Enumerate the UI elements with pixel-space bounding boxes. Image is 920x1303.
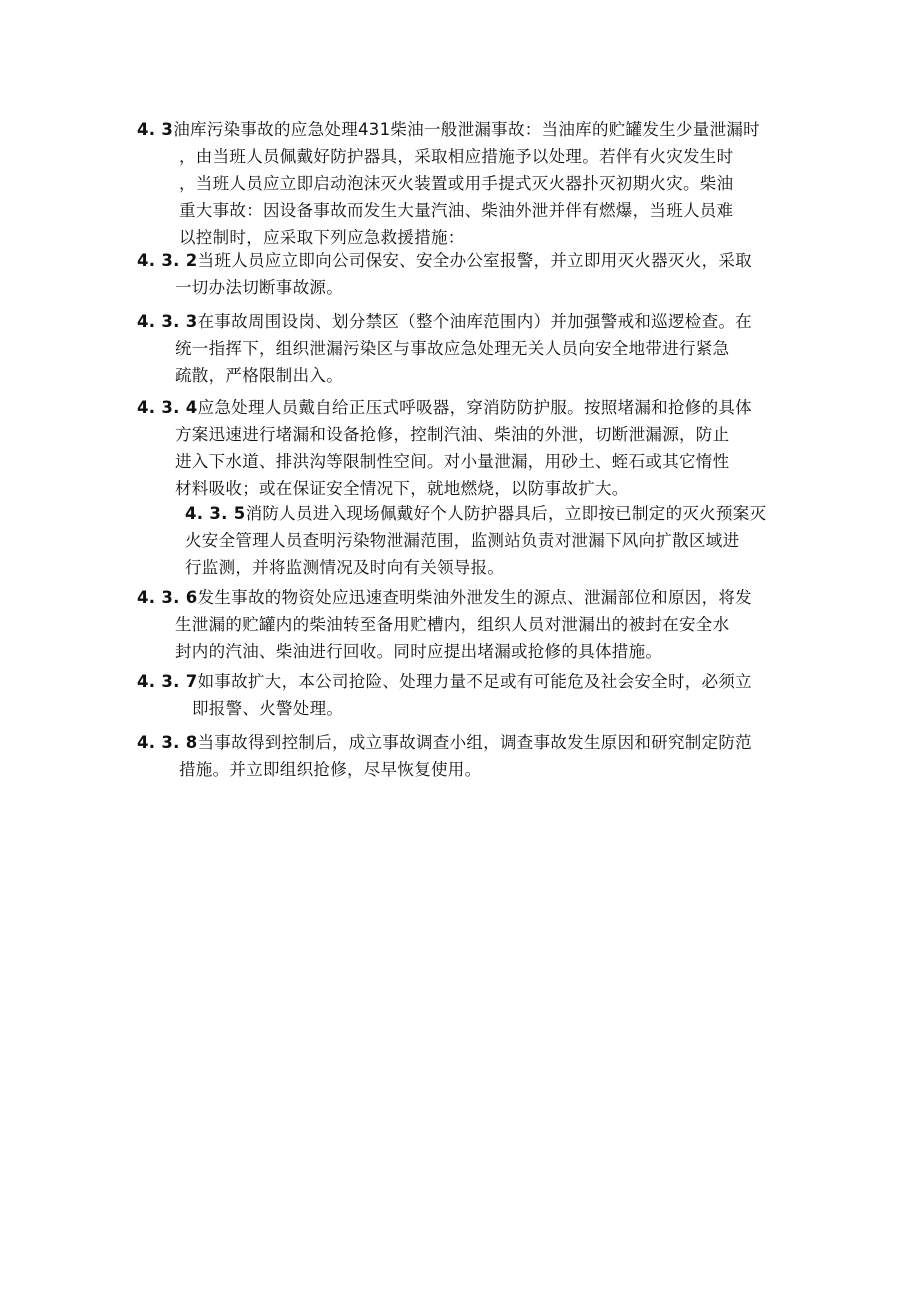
paragraph-line [137,448,752,475]
section-number: 4. 3. 8 [137,733,198,752]
paragraph-text: 疏散，严格限制出入。 [175,366,343,385]
section-number: 4. 3. 2 [137,251,198,270]
section-number: 4. 3. 6 [137,588,198,607]
section-number: 4. 3. 4 [137,398,198,417]
paragraph-line [137,638,752,665]
paragraph-line [137,362,752,389]
paragraph-line [137,394,752,421]
paragraph-line [137,170,760,197]
paragraph-4-3-6 [137,584,752,665]
paragraph-text: 发生事故的物资处应迅速查明柴油外泄发生的源点、泄漏部位和原因，将发 [197,588,752,607]
paragraph-line [137,335,752,362]
paragraph-line [137,274,752,301]
paragraph-text: 方案迅速进行堵漏和设备抢修，控制汽油、柴油的外泄，切断泄漏源，防止 [175,425,730,444]
paragraph-4-3-7 [137,668,752,722]
paragraph-text: 封内的汽油、柴油进行回收。同时应提出堵漏或抢修的具体措施。 [175,642,663,661]
section-number: 4. 3. 5 [185,504,246,523]
paragraph-text: 消防人员进入现场佩戴好个人防护器具后，立即按已制定的灭火预案灭 [245,504,767,523]
paragraph-line [185,554,766,581]
paragraph-text: 重大事故：因设备事故而发生大量汽油、柴油外泄并伴有燃爆，当班人员难 [179,201,734,220]
paragraph-text: 进入下水道、排洪沟等限制性空间。对小量泄漏，用砂土、蛭石或其它惰性 [175,452,730,471]
paragraph-text: 火安全管理人员查明污染物泄漏范围，监测站负责对泄漏下风向扩散区域进 [185,531,740,550]
paragraph-text: 统一指挥下，组织泄漏污染区与事故应急处理无关人员向安全地带进行紧急 [175,339,730,358]
section-number: 4. 3 [137,120,174,139]
paragraph-line [137,584,752,611]
paragraph-line [137,197,760,224]
paragraph-line [137,421,752,448]
paragraph-line [137,695,752,722]
paragraph-4-3-8 [137,729,752,783]
section-number: 4. 3. 3 [137,312,198,331]
paragraph-4-3-5 [185,500,766,581]
paragraph-text: 油库污染事故的应急处理431柴油一般泄漏事故：当油库的贮罐发生少量泄漏时 [173,120,760,139]
paragraph-line [137,611,752,638]
paragraph-line [137,475,752,502]
paragraph-line [185,500,766,527]
paragraph-text: 材料吸收；或在保证安全情况下，就地燃烧，以防事故扩大。 [175,479,629,498]
paragraph-text: 当事故得到控制后，成立事故调查小组，调查事故发生原因和研究制定防范 [197,733,752,752]
paragraph-text: 在事故周围设岗、划分禁区（整个油库范围内）并加强警戒和巡逻检查。在 [197,312,752,331]
paragraph-text: 行监测，并将监测情况及时向有关领导报。 [185,558,505,577]
paragraph-text: ，当班人员应立即启动泡沫灭火装置或用手提式灭火器扑灭初期火灾。柴油 [179,174,734,193]
paragraph-line [137,668,752,695]
paragraph-text: 以控制时，应采取下列应急救援措施： [179,228,465,247]
paragraph-text: 措施。并立即组织抢修，尽早恢复使用。 [179,760,482,779]
paragraph-4-3-4 [137,394,752,502]
paragraph-4-3-2 [137,247,752,301]
paragraph-4-3 [137,116,760,251]
paragraph-line [137,756,752,783]
paragraph-text: 如事故扩大，本公司抢险、处理力量不足或有可能危及社会安全时，必须立 [197,672,752,691]
paragraph-line [137,116,760,143]
paragraph-text: 生泄漏的贮罐内的柴油转至备用贮槽内，组织人员对泄漏出的被封在安全水 [175,615,730,634]
paragraph-line [185,527,766,554]
paragraph-line [137,308,752,335]
paragraph-line [137,729,752,756]
paragraph-4-3-3 [137,308,752,389]
paragraph-text: 一切办法切断事故源。 [175,278,343,297]
paragraph-text: 即报警、火警处理。 [192,699,344,718]
paragraph-text: 当班人员应立即向公司保安、安全办公室报警，并立即用灭火器灭火，采取 [197,251,752,270]
section-number: 4. 3. 7 [137,672,198,691]
paragraph-line [137,143,760,170]
paragraph-text: ，由当班人员佩戴好防护器具，采取相应措施予以处理。若伴有火灾发生时 [179,147,734,166]
paragraph-text: 应急处理人员戴自给正压式呼吸器，穿消防防护服。按照堵漏和抢修的具体 [197,398,752,417]
paragraph-line [137,247,752,274]
